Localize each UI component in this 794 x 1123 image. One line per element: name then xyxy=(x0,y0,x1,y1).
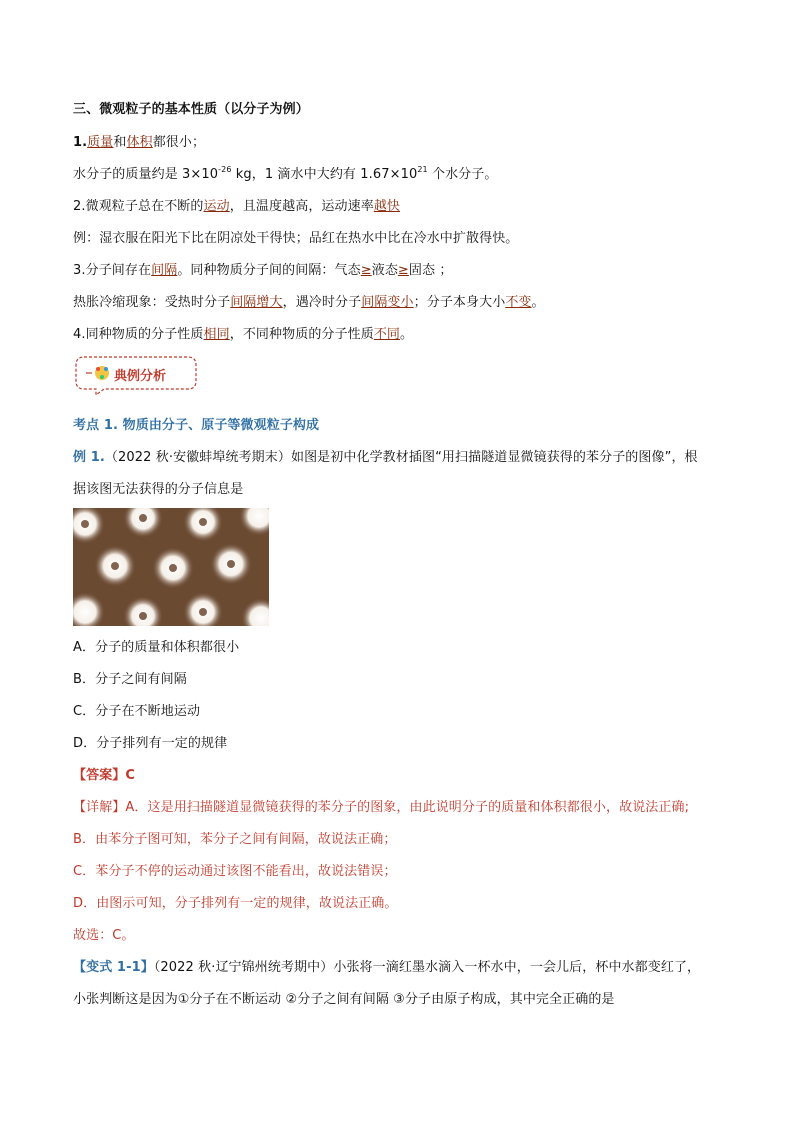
blank-answer: 不同 xyxy=(373,327,401,342)
section-title: 三、微观粒子的基本性质（以分子为例） xyxy=(73,102,309,117)
question-text: （2022 秋·安徽蚌埠统考期末）如图是初中化学教材插图“用扫描隧道显微镜获得的苯分子的图像”，根 xyxy=(104,450,698,465)
blank-answer: 间隔增大 xyxy=(230,295,283,310)
blank-answer: 越快 xyxy=(373,199,401,214)
text-span: 3.分子间存在 xyxy=(73,263,152,278)
badge-label: 典例分析 xyxy=(114,369,167,384)
explanation-a xyxy=(73,799,689,817)
text-span: ，遇冷时分子 xyxy=(282,295,362,310)
blank-answer: 体积 xyxy=(126,135,153,150)
example-sentence: 例：湿衣服在阳光下比在阴凉处干得快；品红在热水中比在冷水中扩散得快。 xyxy=(73,231,519,246)
option-c: C．分子在不断地运动 xyxy=(73,704,201,719)
explanation-b: B．由苯分子图可知，苯分子之间有间隔，故说法正确； xyxy=(73,832,397,847)
blank-answer: 质量 xyxy=(87,135,114,150)
option-d: D．分子排列有一定的规律 xyxy=(73,736,228,751)
explanation-d: D．由图示可知，分子排列有一定的规律，故说法正确。 xyxy=(73,896,398,911)
text-span: 水分子的质量约是 3×10 xyxy=(73,167,219,182)
option-a: A．分子的质量和体积都很小 xyxy=(73,640,240,655)
water-molecule-fact xyxy=(73,166,497,184)
text-span: 2.微观粒子总在不断的 xyxy=(73,199,204,214)
blank-answer: ≥ xyxy=(397,263,409,278)
explanation-text: A．这是用扫描隧道显微镜获得的苯分子的图象，由此说明分子的质量和体积都很小，故说法正确; xyxy=(125,800,690,815)
key-point-heading: 考点 1. 物质由分子、原子等微观粒子构成 xyxy=(73,418,320,433)
property-1 xyxy=(73,134,205,152)
question-text: （2022 秋·辽宁锦州统考期中）小张将一滴红墨水滴入一杯水中，一会儿后，杯中水都变红了， xyxy=(153,960,701,975)
text-span: 固态 ； xyxy=(408,263,453,278)
blank-answer: 运动 xyxy=(203,199,230,214)
conclusion: 故选：C。 xyxy=(73,928,135,943)
explanation-label: 【详解】 xyxy=(73,800,126,815)
variant-tag: 【变式 1-1】 xyxy=(73,960,154,975)
blank-answer: 间隔变小 xyxy=(361,295,414,310)
blank-answer: 不变 xyxy=(505,295,532,310)
text-span: ，不同种物质的分子性质 xyxy=(229,327,374,342)
text-span: 液态 xyxy=(371,263,398,278)
answer: 【答案】C xyxy=(73,768,136,783)
text-span: 。同种物质分子间的间隔：气态 xyxy=(177,263,361,278)
example-question xyxy=(73,449,698,467)
text-span: 4.同种物质的分子性质 xyxy=(73,327,204,342)
text-span: 个水分子。 xyxy=(427,167,498,182)
blank-answer: 间隔 xyxy=(151,263,178,278)
text-span: 都很小； xyxy=(152,135,206,150)
variant-question-cont: 小张判断这是因为①分子在不断运动 ②分子之间有间隔 ③分子由原子构成，其中完全正确的是 xyxy=(73,992,615,1007)
item-number: 1. xyxy=(73,135,88,150)
blank-answer: ≥ xyxy=(360,263,372,278)
explanation-c: C．苯分子不停的运动通过该图不能看出，故说法错误； xyxy=(73,864,397,879)
text-span: kg，1 滴水中大约有 1.67×10 xyxy=(231,167,418,182)
example-analysis-badge xyxy=(74,355,198,395)
property-4 xyxy=(73,326,413,344)
option-b: B．分子之间有间隔 xyxy=(73,672,187,687)
blank-answer: 相同 xyxy=(203,327,230,342)
property-2 xyxy=(73,198,400,216)
variant-question xyxy=(73,959,700,977)
benzene-stm-image xyxy=(73,508,269,626)
text-span: ，且温度越高，运动速率 xyxy=(229,199,374,214)
property-3 xyxy=(73,262,452,280)
text-span: ；分子本身大小 xyxy=(413,295,506,310)
exponent: -26 xyxy=(218,164,232,174)
text-span: 。 xyxy=(400,327,414,342)
text-span: 。 xyxy=(531,295,545,310)
example-question-cont: 据该图无法获得的分子信息是 xyxy=(73,482,244,497)
thermal-expansion xyxy=(73,294,545,312)
example-tag: 例 1. xyxy=(73,450,105,465)
exponent: 21 xyxy=(417,164,428,174)
text-span: 热胀冷缩现象：受热时分子 xyxy=(73,295,231,310)
text-span: 和 xyxy=(113,135,127,150)
